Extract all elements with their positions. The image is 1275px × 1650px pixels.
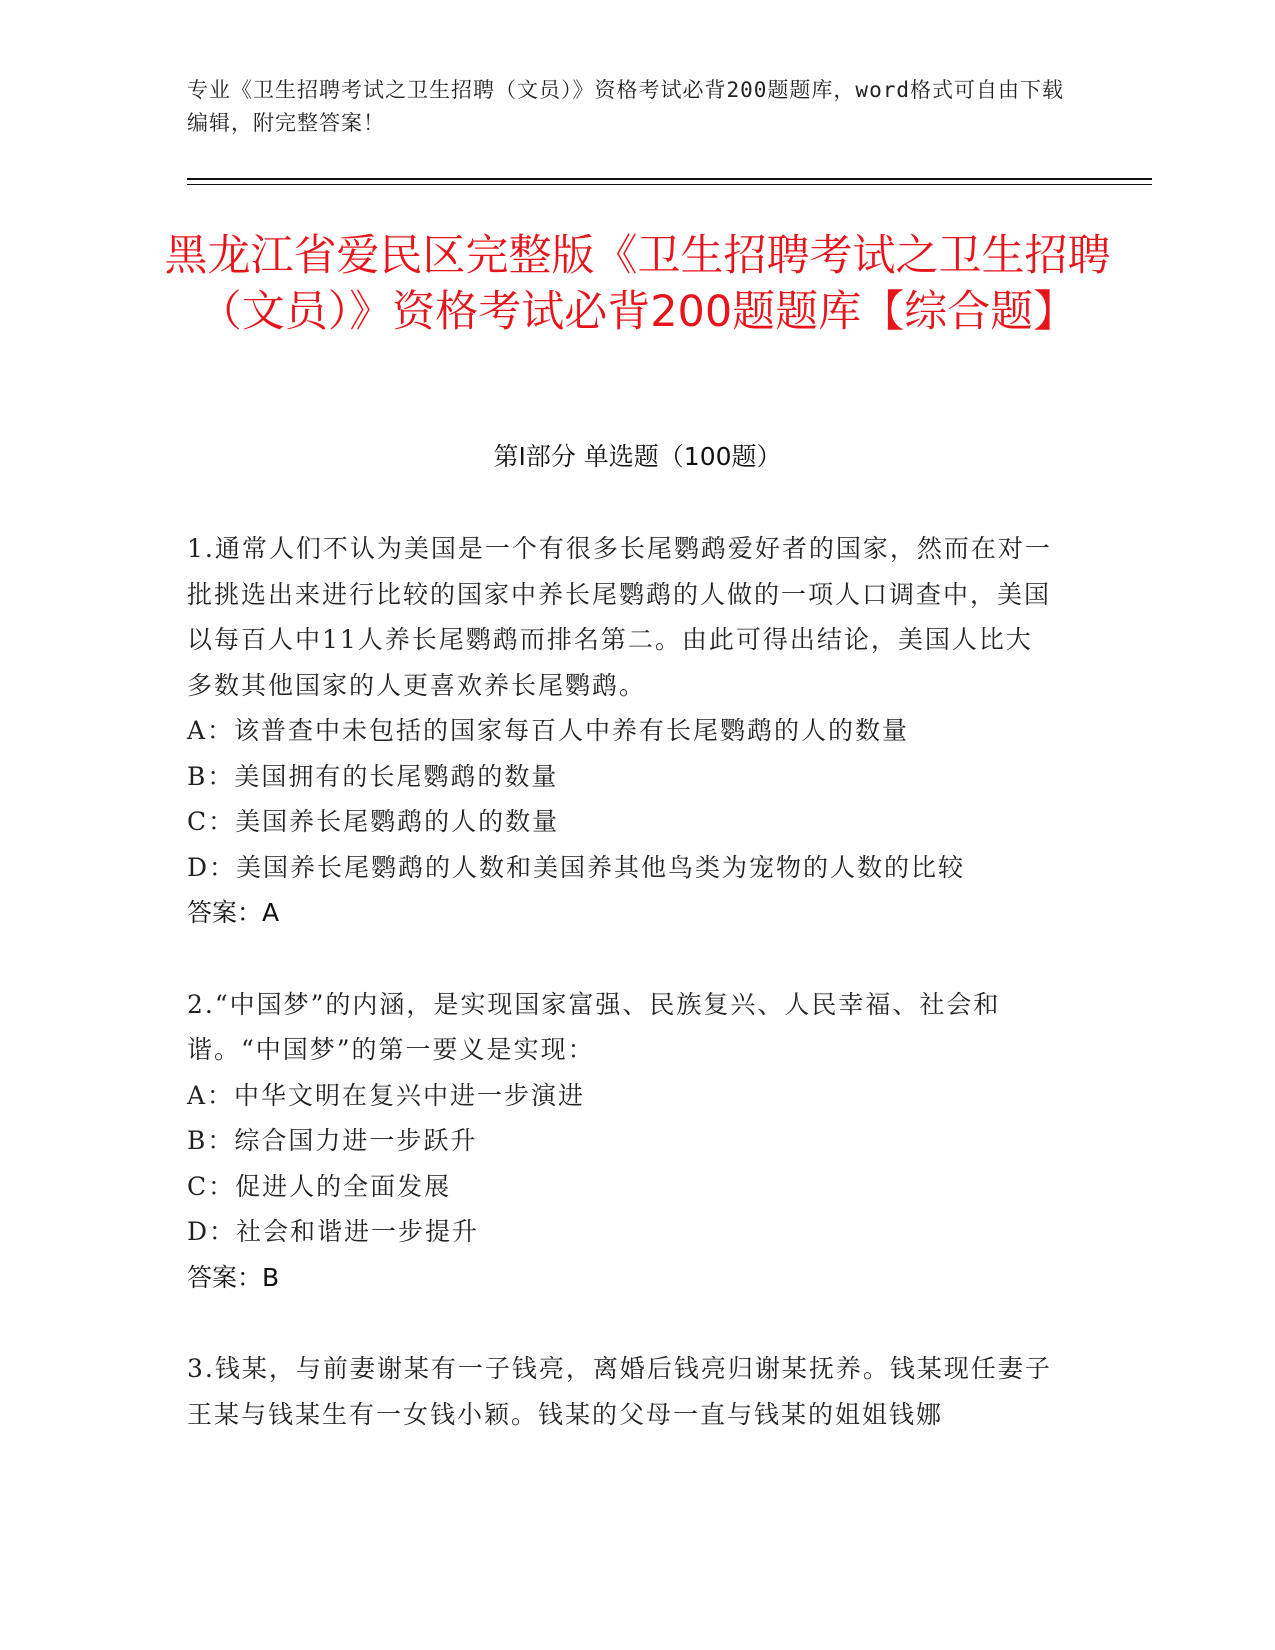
option-d: D：美国养长尾鹦鹉的人数和美国养其他鸟类为宠物的人数的比较 — [187, 852, 966, 882]
header-rule-thin — [187, 184, 1152, 185]
option-a: A：该普查中未包括的国家每百人中养有长尾鹦鹉的人的数量 — [187, 716, 910, 745]
question-text: 2.“中国梦”的内涵，是实现国家富强、民族复兴、人民幸福、社会和谐。“中国梦”的第一要义是实现： — [187, 989, 1001, 1064]
question-text: 1.通常人们不认为美国是一个有很多长尾鹦鹉爱好者的国家，然而在对一批挑选出来进行比较的国家中养长尾鹦鹉的人做的一项人口调查中，美国以每百人中11人养长尾鹦鹉而排名第二。由此可得出结论，美国人比大多数其他国家的人更喜欢养长尾鹦鹉。 — [187, 534, 1052, 700]
answer: 答案：A — [187, 898, 280, 927]
option-c: C：美国养长尾鹦鹉的人的数量 — [187, 807, 560, 836]
option-b: B：美国拥有的长尾鹦鹉的数量 — [187, 761, 559, 791]
question-1 — [187, 526, 1057, 936]
header-rule-thick — [187, 178, 1152, 180]
question-list — [187, 526, 1057, 1483]
option-b: B：综合国力进一步跃升 — [187, 1126, 478, 1155]
option-c: C：促进人的全面发展 — [187, 1171, 452, 1201]
answer: 答案：B — [187, 1262, 280, 1292]
option-a: A：中华文明在复兴中进一步演进 — [187, 1080, 586, 1110]
header-note: 专业《卫生招聘考试之卫生招聘（文员）》资格考试必背200题题库，word格式可自由下载编辑，附完整答案！ — [187, 78, 1064, 135]
section-title: 第I部分 单选题（100题） — [493, 442, 782, 471]
question-2 — [187, 982, 1057, 1301]
question-text: 3.钱某，与前妻谢某有一子钱亮，离婚后钱亮归谢某抚养。钱某现任妻子王某与钱某生有一女钱小颖。钱某的父母一直与钱某的姐姐钱娜 — [187, 1354, 1052, 1429]
document-title: 黑龙江省爱民区完整版《卫生招聘考试之卫生招聘（文员）》资格考试必背200题题库【综合题】 — [164, 231, 1111, 337]
question-3 — [187, 1346, 1057, 1437]
option-d: D：社会和谐进一步提升 — [187, 1217, 480, 1246]
